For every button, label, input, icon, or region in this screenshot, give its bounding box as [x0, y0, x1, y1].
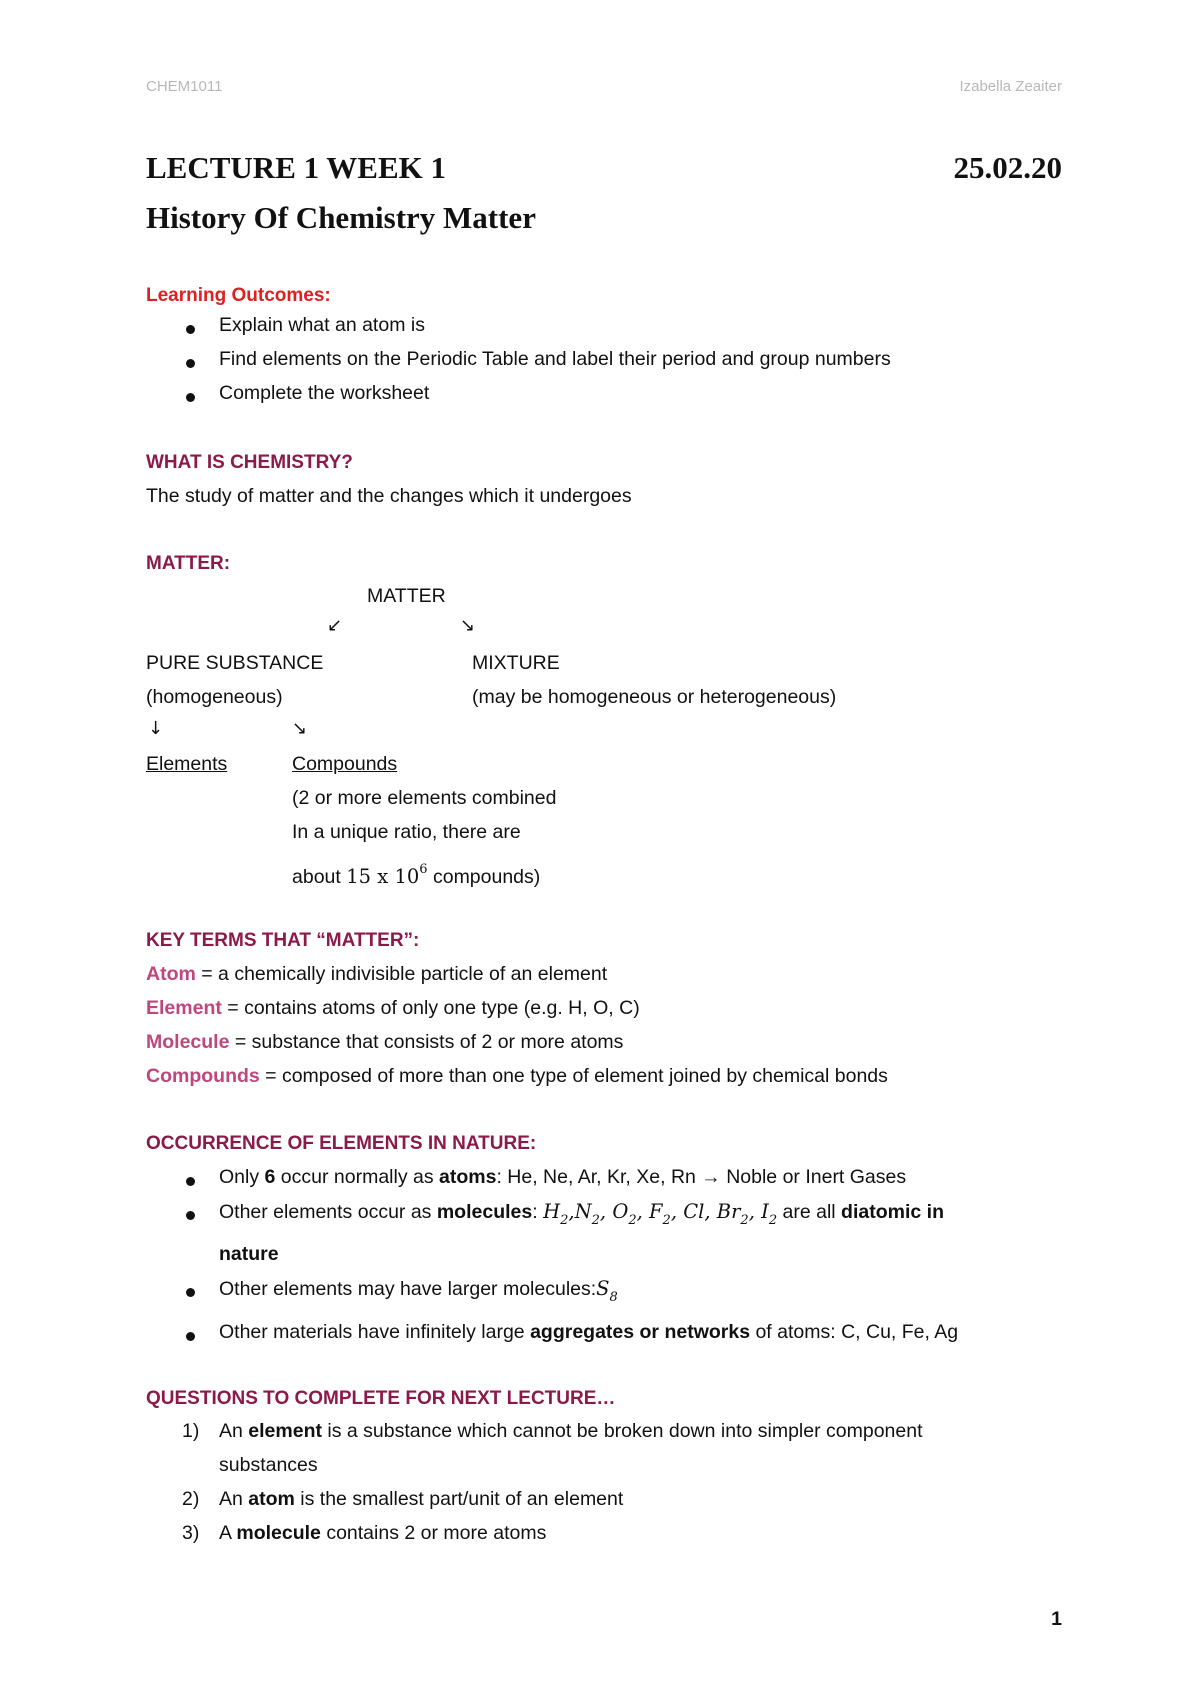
- bullet-icon: [186, 393, 195, 402]
- question-1-cont: substances: [219, 1454, 318, 1476]
- what-is-chemistry-heading: WHAT IS CHEMISTRY?: [146, 452, 353, 473]
- arrow-down-right-icon: ↘: [292, 718, 308, 739]
- lecture-subtitle: History Of Chemistry Matter: [146, 200, 536, 235]
- question-number: 2): [182, 1488, 200, 1510]
- arrow-down-left-icon: ↙: [327, 615, 343, 636]
- mixture-desc: (may be homogeneous or heterogeneous): [472, 686, 837, 708]
- outcome-item: Explain what an atom is: [219, 314, 425, 336]
- bullet-icon: [186, 1288, 195, 1297]
- question-number: 1): [182, 1420, 200, 1442]
- bullet-icon: [186, 325, 195, 334]
- occurrence-item-larger: Other elements may have larger $molecules:S_8$: [219, 1277, 618, 1305]
- learning-outcomes-heading: Learning Outcomes:: [146, 285, 331, 306]
- occurrence-item-molecules: Other elements occur as molecules: $H_2,N_2$, $O_2$, $F_2$, Cl, $Br_2$, $I_2$ are all diatomic in: [219, 1200, 944, 1228]
- outcome-item: Complete the worksheet: [219, 382, 430, 404]
- occurrence-item-networks: Other materials have infinitely large aggregates or networks of atoms: C, Cu, Fe, Ag: [219, 1321, 959, 1343]
- matter-root: MATTER: [367, 585, 446, 607]
- lecture-title: LECTURE 1 WEEK 1: [146, 150, 447, 185]
- key-terms-heading: KEY TERMS THAT “MATTER”:: [146, 930, 420, 951]
- matter-heading: MATTER:: [146, 553, 231, 574]
- key-term-atom: Atom = a chemically indivisible particle of an element: [146, 963, 608, 985]
- question-1: An element is a substance which cannot be broken down into simpler component: [219, 1420, 923, 1442]
- compounds-desc-line3: about 15 x $10^6$ compounds): [292, 862, 541, 888]
- header-author: Izabella Zeaiter: [959, 78, 1062, 95]
- occurrence-item-molecules-cont: nature: [219, 1243, 279, 1265]
- key-term-element: Element = contains atoms of only one type (e.g. H, O, C): [146, 997, 640, 1019]
- diatomic-formulas: $H_2,N_2$, $O_2$, $F_2$, Cl, $Br_2$, $I_2$: [543, 1200, 778, 1228]
- question-2: An atom is the smallest part/unit of an element: [219, 1488, 624, 1510]
- bullet-icon: [186, 1211, 195, 1220]
- bullet-icon: [186, 359, 195, 368]
- key-term-compounds: Compounds = composed of more than one type of element joined by chemical bonds: [146, 1065, 888, 1087]
- key-term-molecule: Molecule = substance that consists of 2 or more atoms: [146, 1031, 624, 1053]
- bullet-icon: [186, 1177, 195, 1186]
- compounds-desc-line1: (2 or more elements combined: [292, 787, 557, 809]
- mixture-label: MIXTURE: [472, 652, 560, 674]
- header-course-code: CHEM1011: [146, 78, 223, 95]
- questions-heading: QUESTIONS TO COMPLETE FOR NEXT LECTURE…: [146, 1388, 616, 1409]
- chemistry-definition: The study of matter and the changes which it undergoes: [146, 485, 632, 507]
- outcome-item: Find elements on the Periodic Table and label their period and group numbers: [219, 348, 891, 370]
- lecture-date: 25.02.20: [953, 150, 1062, 185]
- arrow-down-right-icon: ↘: [460, 615, 476, 636]
- occurrence-item-atoms: Only 6 occur normally as atoms: He, Ne, Ar, Kr, Xe, Rn → Noble or Inert Gases: [219, 1166, 907, 1188]
- question-3: A molecule contains 2 or more atoms: [219, 1522, 547, 1544]
- compounds-desc-line2: In a unique ratio, there are: [292, 821, 521, 843]
- compound-count-math: 15 x 10: [346, 865, 420, 888]
- arrow-down-icon: ↓: [148, 718, 164, 739]
- question-number: 3): [182, 1522, 200, 1544]
- elements-label: Elements: [146, 753, 228, 775]
- pure-substance-desc: (homogeneous): [146, 686, 283, 708]
- compounds-label: Compounds: [292, 753, 398, 775]
- occurrence-heading: OCCURRENCE OF ELEMENTS IN NATURE:: [146, 1133, 537, 1154]
- page-number: 1: [1051, 1608, 1062, 1630]
- bullet-icon: [186, 1332, 195, 1341]
- pure-substance-label: PURE SUBSTANCE: [146, 652, 324, 674]
